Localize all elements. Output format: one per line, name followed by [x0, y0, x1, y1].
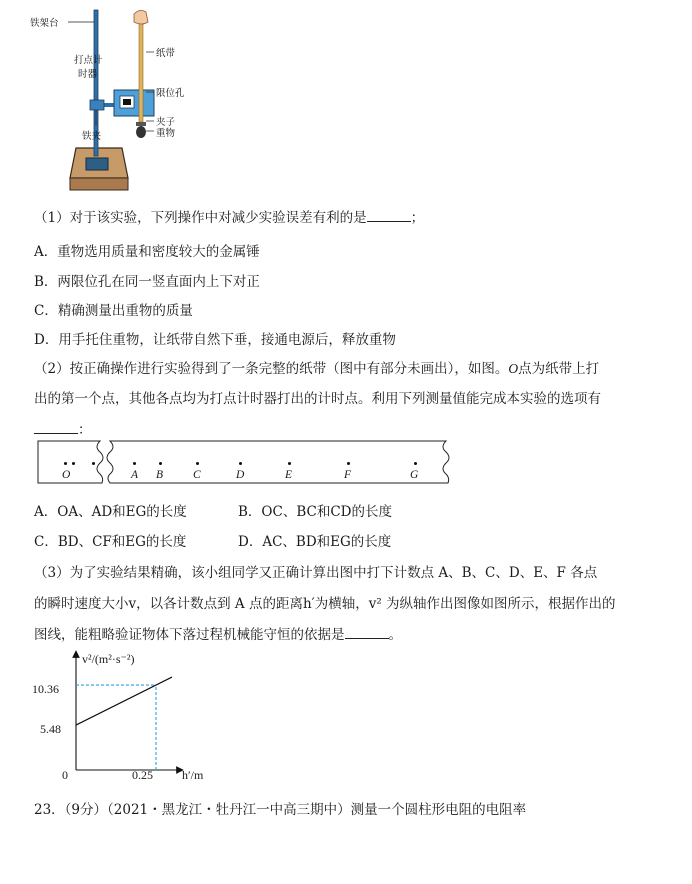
tape-dot-g: [414, 462, 417, 465]
q2-line1-suffix: 点为纸带上打: [518, 361, 600, 377]
q2-line1-prefix: （2）按正确操作进行实验得到了一条完整的纸带（图中有部分未画出），如图。: [34, 361, 509, 377]
tape-label-f: F: [344, 469, 352, 481]
v2-h-chart: [30, 646, 230, 786]
label-clip: 夹子: [156, 117, 176, 128]
tape-dot-o3: [92, 462, 95, 465]
q3-answer-blank[interactable]: [345, 626, 389, 639]
q1-option-a: A．重物选用质量和密度较大的金属锤: [34, 244, 260, 260]
q2-option-a: A．OA、AD和EG的长度: [34, 504, 187, 520]
q2-option-c: C．BD、CF和EG的长度: [34, 534, 187, 550]
apparatus-figure: [30, 8, 190, 196]
q2-line1: [34, 357, 599, 377]
q2-option-b: B．OC、BC和CD的长度: [238, 504, 392, 520]
q1-option-d: D．用手托住重物，让纸带自然下垂，接通电源后，释放重物: [34, 332, 396, 348]
q1-stem-prefix: （1）对于该实验，下列操作中对减少实验误差有利的是: [34, 210, 367, 226]
q1-stem: [34, 206, 424, 226]
chart-x-tick-label: 0.25: [132, 768, 153, 782]
q2-option-d: D．AC、BD和EG的长度: [238, 534, 392, 550]
q1-option-b: B．两限位孔在同一竖直面内上下对正: [34, 274, 260, 290]
tape-dot-b: [159, 462, 162, 465]
q3-line3-suffix: 。: [388, 627, 402, 643]
q23-heading: 23．（9分）（2021・黑龙江・牡丹江一中高三期中）测量一个圆柱形电阻的电阻率: [34, 802, 527, 818]
tape-label-b: B: [156, 469, 164, 481]
label-weight: 重物: [156, 128, 176, 139]
label-tape: 纸带: [156, 48, 176, 59]
q2-answer-blank[interactable]: [34, 421, 78, 434]
label-limit-hole: 限位孔: [156, 88, 185, 99]
label-stand: 铁架台: [30, 18, 59, 29]
chart-series-line: [76, 677, 172, 725]
apparatus-drawing: [30, 8, 190, 196]
chart-y-axis-label: v²/(m²·s⁻²): [82, 652, 135, 666]
chart-origin-label: 0: [62, 768, 68, 782]
q2-line2: 出的第一个点，其他各点均为打点计时器打出的计时点。利用下列测量值能完成本实验的选项有: [34, 391, 601, 407]
tape-dot-o1: [64, 462, 67, 465]
tape-label-d: D: [236, 469, 245, 481]
q2-point-o: O: [508, 361, 519, 376]
chart-y-tick-label: 10.36: [32, 682, 59, 696]
chart-plot-area: [30, 646, 230, 786]
tape-label-o: O: [62, 469, 71, 481]
q1-answer-blank[interactable]: [367, 209, 411, 222]
q3-line3: [34, 623, 402, 643]
q1-stem-suffix: ；: [410, 210, 425, 226]
tape-dot-e: [288, 462, 291, 465]
chart-y-tick-label: 5.48: [40, 722, 61, 736]
paper-tape-figure: [34, 437, 454, 487]
q3-line3-prefix: 图线，能粗略验证物体下落过程机械能守恒的依据是: [34, 627, 345, 643]
q3-line1: （3）为了实验结果精确，该小组同学又正确计算出图中打下计数点 A、B、C、D、E、F 各点: [34, 565, 598, 581]
tape-dot-f: [347, 462, 350, 465]
tape-dot-c: [196, 462, 199, 465]
q3-line2: 的瞬时速度大小v，以各计数点到 A 点的距离h′为横轴，v² 为纵轴作出图像如图所示，根据作出的: [34, 596, 616, 612]
label-timer-line2: 时器: [78, 69, 98, 80]
tape-dot-o2: [72, 462, 75, 465]
tape-label-g: G: [410, 469, 419, 481]
chart-x-axis-label: h′/m: [182, 768, 204, 782]
tape-label-a: A: [131, 469, 139, 481]
q2-line3-suffix: ：: [78, 422, 92, 438]
label-iron-clamp: 铁夹: [82, 131, 102, 142]
q2-line3: [34, 418, 92, 438]
tape-label-c: C: [193, 469, 201, 481]
q1-option-c: C．精确测量出重物的质量: [34, 303, 193, 319]
tape-dot-d: [239, 462, 242, 465]
tape-label-e: E: [285, 469, 293, 481]
label-timer-line1: 打点计: [74, 55, 103, 66]
tape-dot-a: [133, 462, 136, 465]
